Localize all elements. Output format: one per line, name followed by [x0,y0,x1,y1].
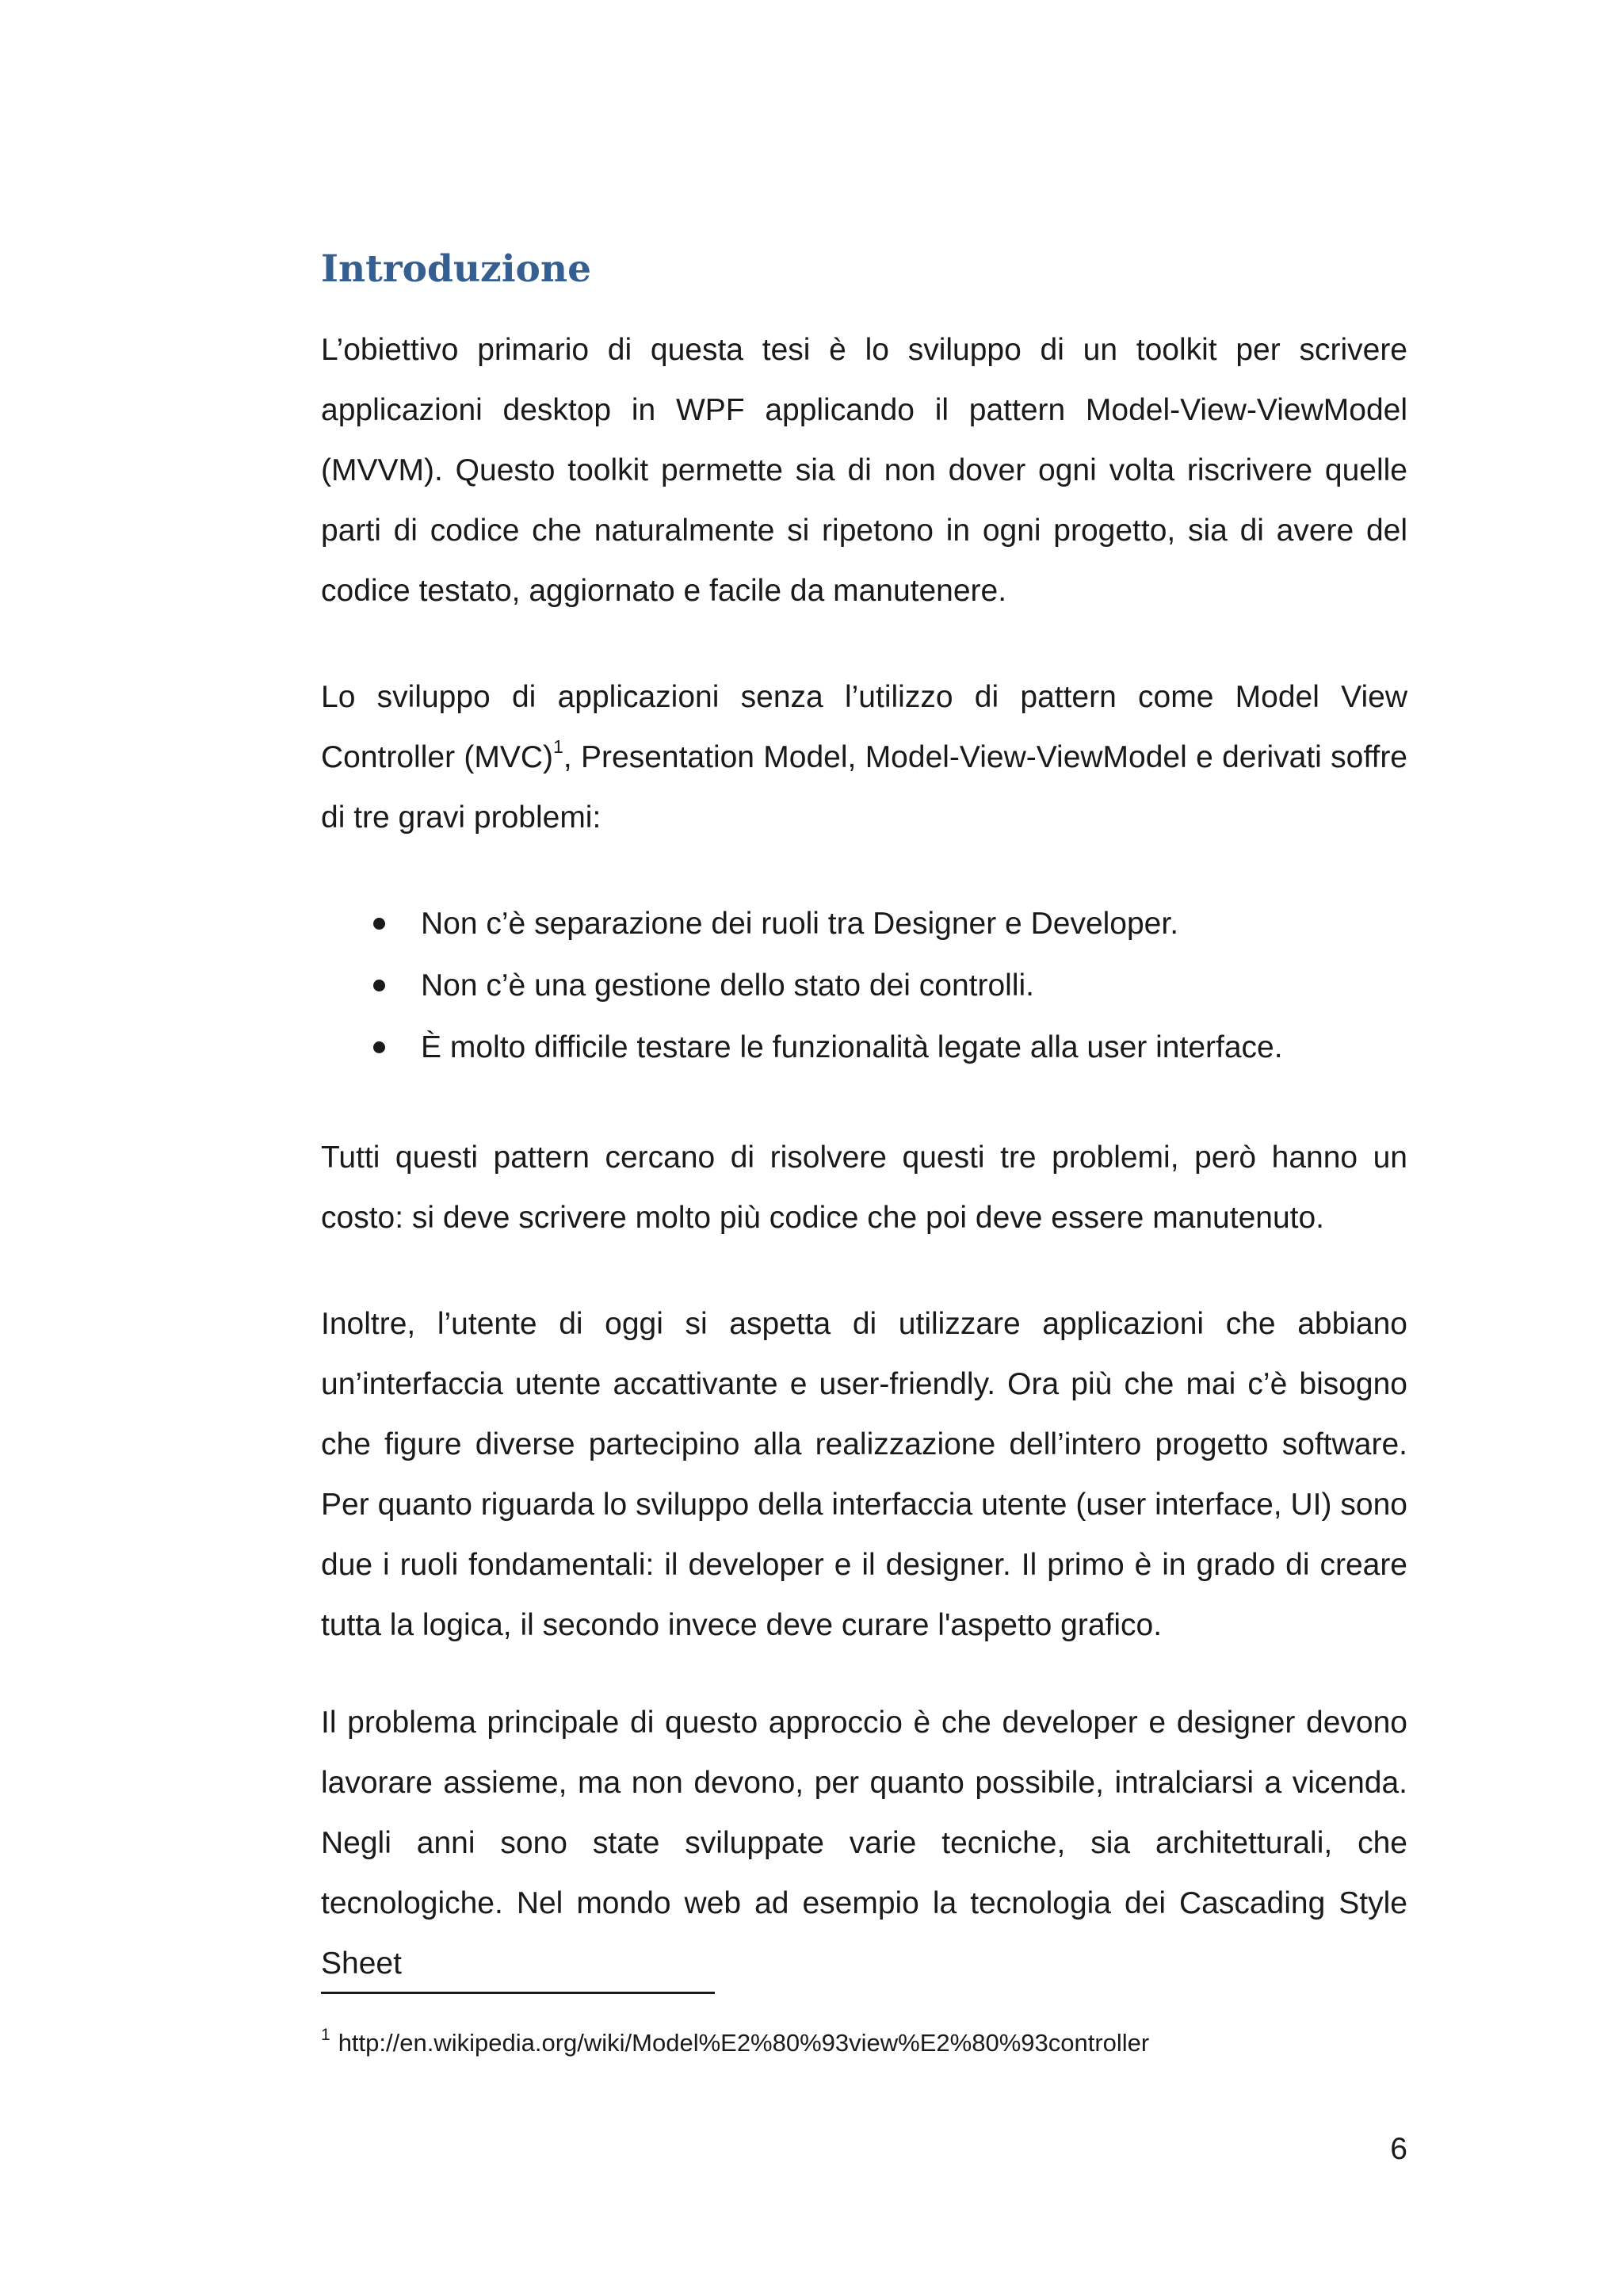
page-number: 6 [1390,2132,1407,2166]
list-item-text: Non c’è una gestione dello stato dei controlli. [421,968,1034,1003]
list-item [321,955,1407,1017]
paragraph-1: L’obiettivo primario di questa tesi è lo sviluppo di un toolkit per scrivere applicazioni desktop in WPF applicando il pattern Model-View-ViewModel (MVVM). Questo toolkit permette sia di non dover ogni volta riscrivere quelle parti di codice che naturalmente si ripetono in ogni progetto, sia di avere del codice testato, aggiornato e facile da manutenere. [321,333,1407,608]
list-item [321,1017,1407,1079]
footnote-separator [321,1992,715,1994]
problem-list [321,893,1407,1079]
footnote [321,2026,1149,2061]
bullet-icon [373,980,385,991]
paragraph-4: Inoltre, l’utente di oggi si aspetta di utilizzare applicazioni che abbiano un’interfaccia utente accattivante e user-friendly. Ora più che mai c’è bisogno che figure diverse partecipino alla realizzazione dell’intero progetto software. Per quanto riguarda lo sviluppo della interfaccia utente (user interface, UI) sono due i ruoli fondamentali: il developer e il designer. Il primo è in grado di creare tutta la logica, il secondo invece deve curare l'aspetto grafico. [321,1307,1407,1642]
footnote-number: 1 [321,2026,330,2044]
bullet-icon [373,1041,385,1053]
list-item [321,893,1407,955]
paragraph-5: Il problema principale di questo approccio è che developer e designer devono lavorare assieme, ma non devono, per quanto possibile, intralciarsi a vicenda. Negli anni sono state sviluppate varie tecniche, sia architetturali, che tecnologiche. Nel mondo web ad esempio la tecnologia dei Cascading Style Sheet [321,1706,1407,1981]
paragraph-3: Tutti questi pattern cercano di risolvere questi tre problemi, però hanno un costo: si deve scrivere molto più codice che poi deve essere manutenuto. [321,1140,1407,1235]
paragraph-2-text-end: , Presentation Model, Model-View-ViewModel e derivati soffre di tre gravi problemi: [321,740,1408,835]
section-heading: Introduzione [321,247,591,291]
footnote-link[interactable]: http://en.wikipedia.org/wiki/Model%E2%80%93view%E2%80%93controller [338,2029,1150,2057]
list-item-text: È molto difficile testare le funzionalità legate alla user interface. [421,1030,1283,1064]
list-item-text: Non c’è separazione dei ruoli tra Designer e Developer. [421,907,1179,941]
bullet-icon [373,918,385,930]
paragraph-2 [321,667,1407,848]
paragraph-2-text-start: Lo sviluppo di applicazioni senza l’utilizzo di pattern come Model View Controller (MVC) [321,680,1407,774]
footnote-reference: 1 [553,736,563,757]
